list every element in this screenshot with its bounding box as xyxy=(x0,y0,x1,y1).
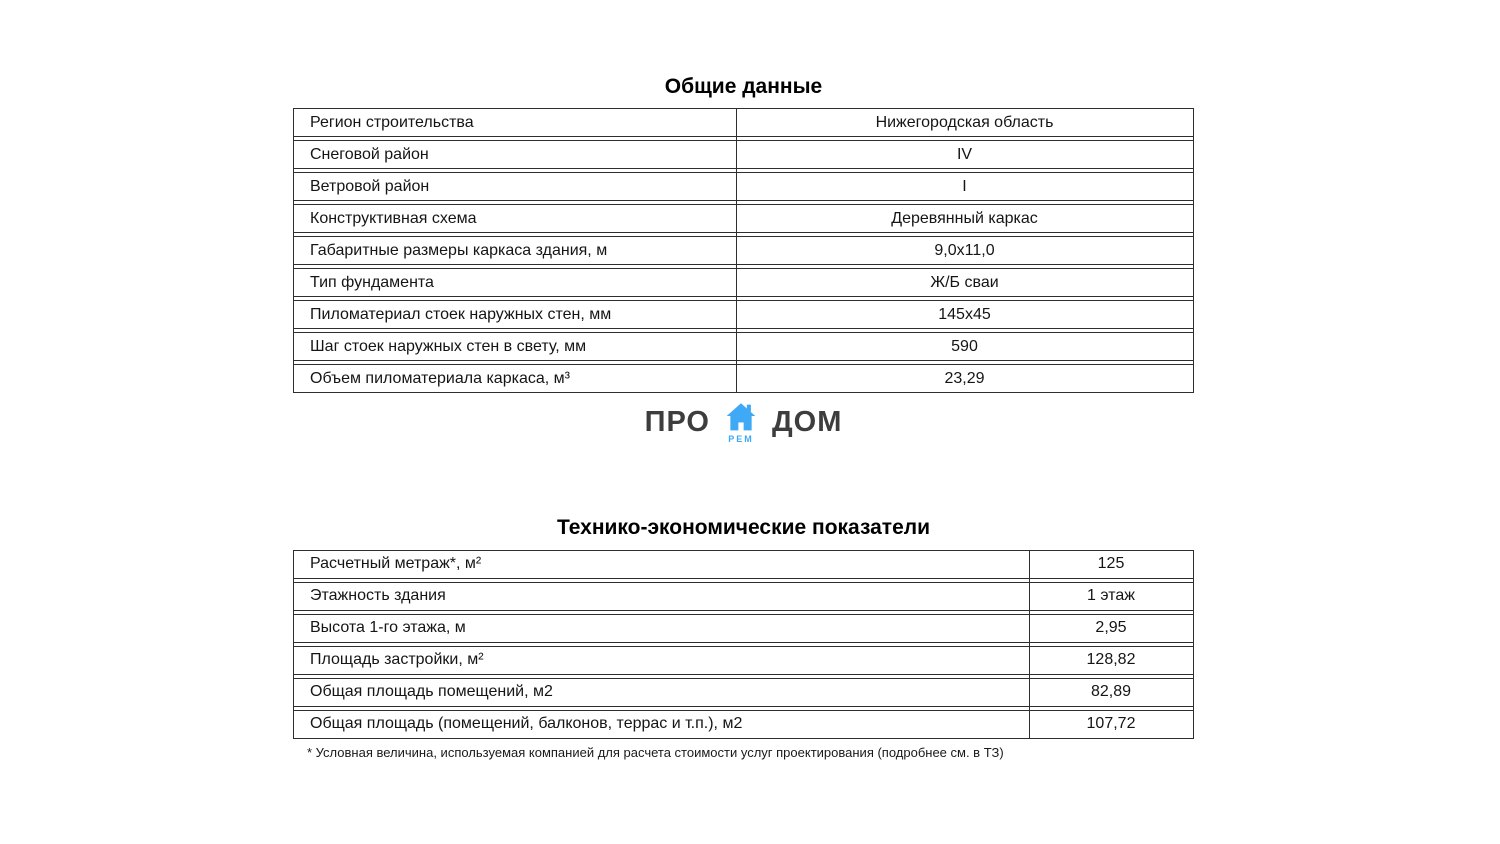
table-row xyxy=(294,550,1193,579)
row-label: Этажность здания xyxy=(310,587,446,604)
row-value: Деревянный каркас xyxy=(891,209,1038,227)
logo-word-pro: ПРО xyxy=(644,405,710,438)
table-row xyxy=(294,332,1193,361)
row-value: 9,0x11,0 xyxy=(934,241,995,259)
row-value: Ж/Б сваи xyxy=(930,273,999,291)
row-label: Шаг стоек наружных стен в свету, мм xyxy=(310,337,587,355)
row-label: Регион строительства xyxy=(310,113,474,131)
row-value: 23,29 xyxy=(944,369,985,387)
row-label: Общая площадь помещений, м2 xyxy=(310,683,553,700)
logo-icon-block xyxy=(722,400,760,444)
indicators-table xyxy=(293,550,1194,739)
table-row xyxy=(294,172,1193,201)
row-label: Габаритные размеры каркаса здания, м xyxy=(310,241,608,259)
row-value: 128,82 xyxy=(1086,651,1136,668)
row-label: Ветровой район xyxy=(310,177,430,195)
row-label: Конструктивная схема xyxy=(310,209,477,227)
general-data-title: Общие данные xyxy=(664,75,823,98)
row-label: Объем пиломатериала каркаса, м³ xyxy=(310,369,570,387)
indicators-title: Технико-экономические показатели xyxy=(556,516,931,540)
row-value: IV xyxy=(956,145,973,163)
column-divider xyxy=(1029,550,1030,739)
document-content xyxy=(293,0,1194,760)
table-row xyxy=(294,204,1193,233)
general-data-table xyxy=(293,108,1194,393)
row-value: 2,95 xyxy=(1095,619,1127,636)
row-label: Расчетный метраж*, м² xyxy=(310,555,482,572)
table-row xyxy=(294,300,1193,329)
table-row xyxy=(294,108,1193,137)
row-label: Снеговой район xyxy=(310,145,429,163)
table-row xyxy=(294,678,1193,707)
row-value: I xyxy=(962,177,967,195)
table-row xyxy=(294,710,1193,739)
row-label: Общая площадь (помещений, балконов, террас и т.п.), м2 xyxy=(310,715,743,732)
table-row xyxy=(294,236,1193,265)
row-value: Нижегородская область xyxy=(875,113,1054,131)
house-icon xyxy=(722,400,760,435)
table-row xyxy=(294,364,1193,393)
row-value: 590 xyxy=(951,337,978,355)
row-value: 107,72 xyxy=(1086,715,1136,732)
prodom-logo xyxy=(293,397,1194,447)
row-value: 82,89 xyxy=(1090,683,1132,700)
logo-word-dom: ДОМ xyxy=(772,405,843,438)
row-label: Тип фундамента xyxy=(310,273,434,291)
table-row xyxy=(294,268,1193,297)
column-divider xyxy=(736,108,737,393)
row-label: Пиломатериал стоек наружных стен, мм xyxy=(310,305,612,323)
row-value: 145x45 xyxy=(938,305,991,323)
logo-sub-label: РЕМ xyxy=(728,434,754,445)
row-value: 125 xyxy=(1097,555,1125,572)
row-label: Высота 1-го этажа, м xyxy=(310,619,466,636)
table-row xyxy=(294,582,1193,611)
table-row xyxy=(294,614,1193,643)
row-label: Площадь застройки, м² xyxy=(310,651,484,668)
table-row xyxy=(294,646,1193,675)
table-row xyxy=(294,140,1193,169)
footnote-text: * Условная величина, используемая компанией для расчета стоимости услуг проектирования (подробнее см. в ТЗ) xyxy=(307,744,1004,760)
row-value: 1 этаж xyxy=(1087,587,1135,604)
